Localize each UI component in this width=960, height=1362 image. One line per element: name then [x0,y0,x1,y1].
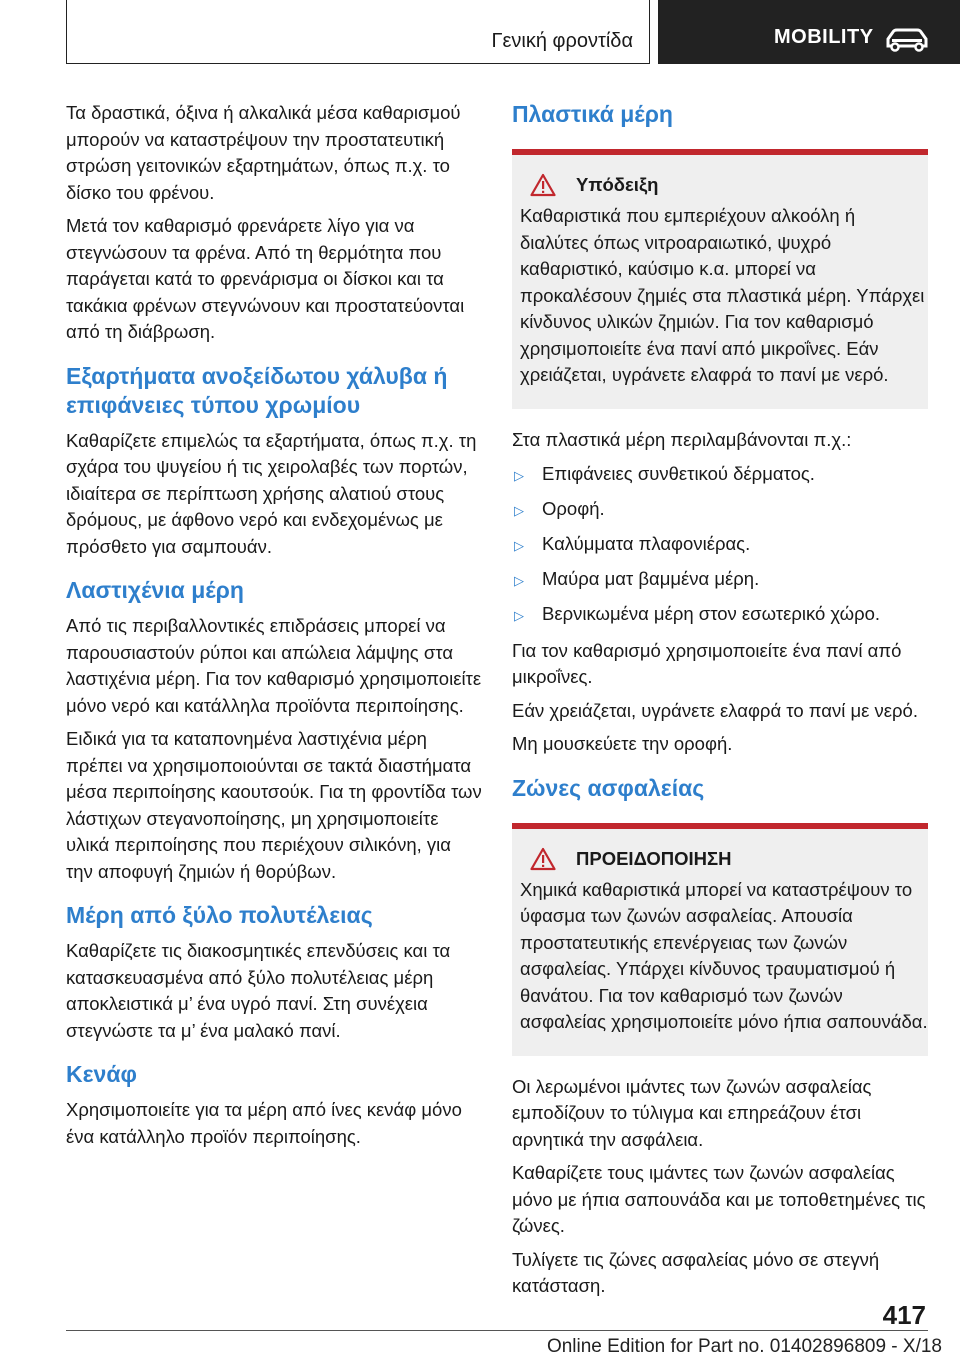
paragraph: Καθαρίζετε τους ιμάντες των ζωνών ασφαλείας μόνο με ήπια σαπουνάδα και με τοποθετημένες τις ζώνες. [512,1162,926,1236]
paragraph: Τα δραστικά, όξινα ή αλκαλικά μέσα καθαρισμού μπορούν να καταστρέψουν την προστατευτική στρώση γειτονικών εξαρτημάτων, όπως π.χ. το δίσκο του φρένου. [66,102,461,203]
list-item [512,496,928,525]
footer-edition: Online Edition for Part no. 01402896809 - X/18 [546,1336,942,1357]
triangle-bullet-icon: ▷ [514,573,524,588]
heading-rubber-parts: Λαστιχένια μέρη [66,577,244,603]
triangle-bullet-icon: ▷ [514,468,524,483]
warning-box [512,823,928,1056]
notice-text: Καθαριστικά που εμπεριέχουν αλκοόλη ή διαλύτες όπως νιτροαραιωτικό, ψυχρό καθαριστικό, καύσιμο κ.α. μπορεί να προκαλέσουν ζημιές στα πλαστικά μέρη. Υπάρχει κίνδυνος υλικών ζημιών. Για τον καθαρισμό χρησιμοποιείτε ένα πανί από μικροΐνες. Εάν χρειάζεται, υγράνετε ελαφρά το πανί με νερό. [520,205,925,385]
heading-stainless-steel: Εξαρτήματα ανοξείδωτου χάλυβα ή επιφάνειες τύπου χρωμίου [66,362,448,418]
footer-divider [66,1330,928,1331]
paragraph: Από τις περιβαλλοντικές επιδράσεις μπορεί να παρουσιαστούν ρύποι και απώλεια λάμψης στα λαστιχένια μέρη. Για τον καθαρισμό χρησιμοποιείτε μόνο νερό και κατάλληλα προϊόντα περιποίησης. [66,615,482,716]
paragraph: Καθαρίζετε τις διακοσμητικές επενδύσεις και τα κατασκευασμένα από ξύλο πολυτέλειας μέρη αποκλειστικά μ’ ένα υγρό πανί. Στη συνέχεια στεγνώστε τα μ’ ένα μαλακό πανί. [66,940,451,1041]
paragraph: Μη μουσκεύετε την οροφή. [512,733,733,754]
list-item [512,566,928,595]
header-section-box [66,0,650,64]
paragraph: Για τον καθαρισμό χρησιμοποιείτε ένα πανί από μικροΐνες. [512,639,902,687]
list-item [512,601,928,630]
left-column [66,100,482,1157]
list-item-text: Επιφάνειες συνθετικού δέρματος. [542,463,815,484]
car-icon [884,26,930,52]
heading-plastic-parts: Πλαστικά μέρη [512,101,673,127]
right-column [512,100,928,1307]
list-item [512,531,928,560]
warning-title: ΠΡΟΕΙΔΟΠΟΙΗΣΗ [576,847,732,869]
list-item-text: Βερνικωμένα μέρη στον εσωτερικό χώρο. [542,603,881,624]
paragraph: Εάν χρειάζεται, υγράνετε ελαφρά το πανί με νερό. [512,699,918,721]
list-item-text: Καλύμματα πλαφονιέρας. [542,533,751,554]
paragraph: Καθαρίζετε επιμελώς τα εξαρτήματα, όπως π.χ. τη σχάρα του ψυγείου ή τις χειρολαβές των πορτών, ιδιαίτερα σε περίπτωση χρήσης αλατιού στους δρόμους, με άφθονο νερό και ενδεχομένως με πρόσθετο για σαμπουάν. [66,429,477,557]
list-item-text: Μαύρα ματ βαμμένα μέρη. [542,568,760,589]
paragraph: Τυλίγετε τις ζώνες ασφαλείας μόνο σε στεγνή κατάσταση. [512,1248,880,1296]
list-item-text: Οροφή. [542,498,605,519]
paragraph: Στα πλαστικά μέρη περιλαμβάνονται π.χ.: [512,428,852,450]
paragraph: Μετά τον καθαρισμό φρενάρετε λίγο για να στεγνώσουν τα φρένα. Από τη θερμότητα που παράγεται κατά το φρενάρισμα οι δίσκοι και τα τακάκια φρένων στεγνώνουν και προστατεύονται από τη διάβρωση. [66,215,465,342]
warning-text: Χημικά καθαριστικά μπορεί να καταστρέψουν το ύφασμα των ζωνών ασφαλείας. Απουσία προστατευτικής επενέργειας των ζωνών ασφαλείας. Υπάρχει κίνδυνος τραυματισμού ή θανάτου. Για τον καθαρισμό των ζωνών ασφαλείας χρησιμοποιείτε μόνο ήπια σαπουνάδα. [520,878,928,1032]
triangle-bullet-icon: ▷ [514,503,524,518]
triangle-bullet-icon: ▷ [514,608,524,623]
list-item [512,461,928,490]
notice-title: Υπόδειξη [576,174,659,195]
heading-kenaf: Κενάφ [66,1061,137,1087]
paragraph: Χρησιμοποιείτε για τα μέρη από ίνες κενάφ μόνο ένα κατάλληλο προϊόν περιποίησης. [66,1099,462,1147]
page-number: 417 [882,1300,926,1330]
paragraph: Ειδικά για τα καταπονημένα λαστιχένια μέρη πρέπει να χρησιμοποιούνται σε τακτά διαστήματα μέσα περιποίησης καουτσούκ. Για τη φροντίδα των λάστιχων στεγανοποίησης, μη χρησιμοποιείτε υλικά περιποίησης που περιέχουν σιλικόνη, για την αποφυγή ζημιών ή θορύβων. [66,728,482,882]
mobility-label: MOBILITY [774,26,874,48]
section-title: Γενική φροντίδα [491,30,633,52]
warning-header [520,847,928,871]
heading-wood-parts: Μέρη από ξύλο πολυτέλειας [66,902,373,928]
warning-triangle-icon [530,847,556,871]
warning-triangle-icon [530,173,556,197]
plastic-parts-list [512,461,928,630]
paragraph: Οι λερωμένοι ιμάντες των ζωνών ασφαλείας εμποδίζουν το τύλιγμα και επηρεάζουν έτσι αρνητικά την ασφάλεια. [512,1075,872,1150]
triangle-bullet-icon: ▷ [514,538,524,553]
notice-header [520,173,928,197]
heading-seat-belts: Ζώνες ασφαλείας [512,774,705,801]
mobility-tab [658,0,960,64]
notice-box [512,149,928,409]
